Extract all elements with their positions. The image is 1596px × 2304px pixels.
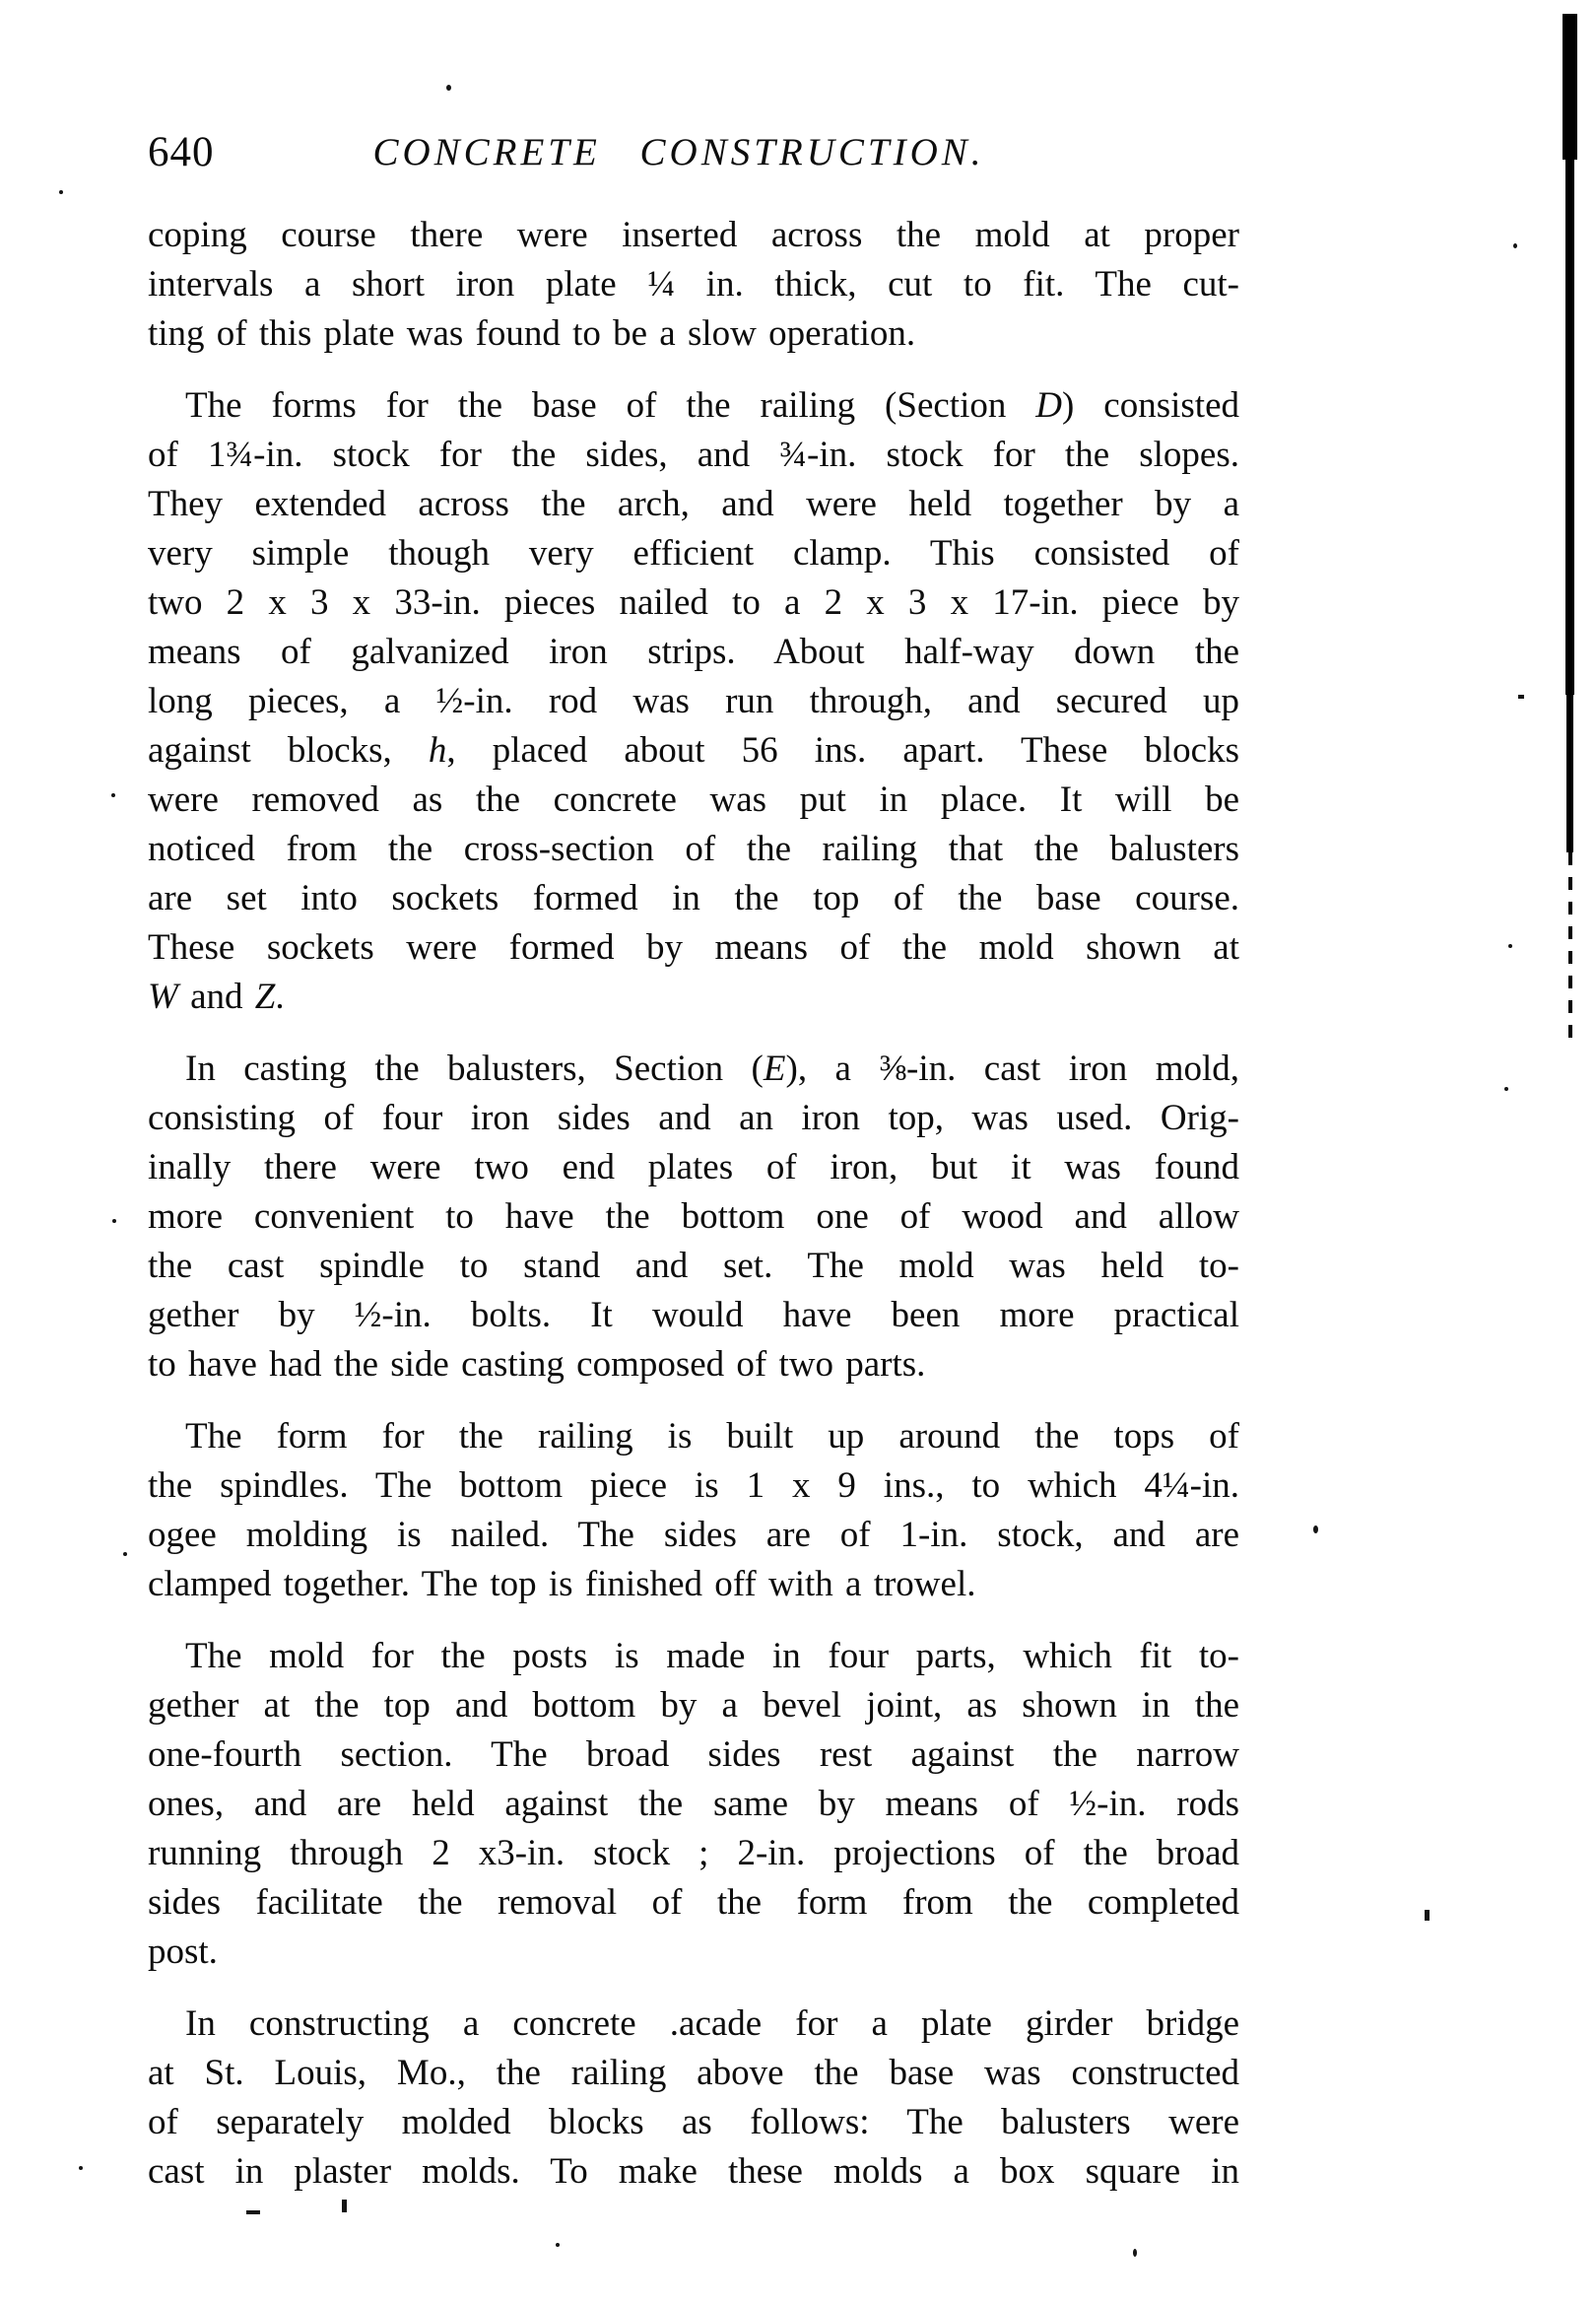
scan-speck	[123, 1552, 127, 1556]
scan-speck	[59, 190, 63, 194]
paragraph	[148, 1999, 1239, 2197]
text-line: of 1¾-in. stock for the sides, and ¾-in. stock for the slopes.	[148, 435, 1239, 475]
text-line: two 2 x 3 x 33-in. pieces nailed to a 2 x 3 x 17-in. piece by	[148, 582, 1239, 623]
scan-speck	[1313, 1525, 1318, 1533]
scan-speck	[1508, 944, 1512, 948]
text-line: cast in plaster molds. To make these molds a box square in	[148, 2151, 1239, 2192]
text-line: inally there were two end plates of iron, but it was found	[148, 1147, 1239, 1187]
text-line: These sockets were formed by means of the mold shown at	[148, 927, 1239, 968]
scan-speck	[79, 2166, 83, 2170]
scan-speck	[1425, 1910, 1430, 1921]
text-line: very simple though very efficient clamp. This consisted of	[148, 533, 1239, 574]
text-line: coping course there were inserted across the mold at proper	[148, 215, 1239, 255]
text-line: against blocks, h, placed about 56 ins. apart. These blocks	[148, 730, 1240, 771]
scan-speck	[446, 85, 451, 91]
text-line: one-fourth section. The broad sides rest against the narrow	[148, 1734, 1239, 1775]
text-line: more convenient to have the bottom one of wood and allow	[148, 1196, 1239, 1237]
page-edge-scan-bar	[1563, 14, 1577, 160]
text-line: gether at the top and bottom by a bevel joint, as shown in the	[148, 1685, 1239, 1726]
text-line: noticed from the cross-section of the railing that the balusters	[148, 829, 1239, 869]
text-line: of separately molded blocks as follows: The balusters were	[148, 2102, 1239, 2142]
text-line: were removed as the concrete was put in place. It will be	[148, 779, 1239, 820]
page-number: 640	[148, 129, 215, 175]
text-line: the cast spindle to stand and set. The mold was held to-	[148, 1246, 1239, 1286]
text-line: W and Z.	[148, 977, 285, 1017]
paragraph	[148, 1412, 1239, 1609]
running-header	[148, 128, 1239, 179]
text-line: long pieces, a ½-in. rod was run through, and secured up	[148, 681, 1239, 721]
scan-speck	[1504, 1087, 1508, 1091]
paragraph	[148, 211, 1239, 359]
text-line: the spindles. The bottom piece is 1 x 9 ins., to which 4¼-in.	[148, 1465, 1239, 1506]
running-title: CONCRETE CONSTRUCTION.	[372, 131, 985, 173]
scan-speck	[1518, 695, 1524, 699]
paragraph	[148, 1632, 1239, 1977]
text-line: running through 2 x3-in. stock ; 2-in. projections of the broad	[148, 1833, 1239, 1873]
text-line: The form for the railing is built up around the tops of	[185, 1416, 1239, 1457]
scan-speck	[112, 1219, 116, 1223]
text-line: gether by ½-in. bolts. It would have been more practical	[148, 1295, 1239, 1335]
text-line: In casting the balusters, Section (E), a ⅜-in. cast iron mold,	[185, 1049, 1240, 1089]
text-line: are set into sockets formed in the top of the base course.	[148, 878, 1239, 918]
text-line: clamped together. The top is finished off with a trowel.	[148, 1564, 976, 1604]
text-line: intervals a short iron plate ¼ in. thick, cut to fit. The cut-	[148, 264, 1239, 305]
text-line: ones, and are held against the same by means of ½-in. rods	[148, 1784, 1239, 1824]
text-line: consisting of four iron sides and an iron top, was used. Orig-	[148, 1098, 1239, 1138]
page-text	[148, 211, 1239, 2197]
paragraph	[148, 1045, 1239, 1389]
scan-speck	[1513, 243, 1517, 248]
text-line: The forms for the base of the railing (Section D) consisted	[185, 385, 1239, 426]
page-edge-scan-bar	[1566, 695, 1573, 852]
text-line: to have had the side casting composed of two parts.	[148, 1344, 926, 1385]
scan-speck	[342, 2200, 347, 2212]
text-line: In constructing a concrete .acade for a plate girder bridge	[185, 2003, 1239, 2044]
scan-speck	[556, 2243, 560, 2247]
text-line: They extended across the arch, and were held together by a	[148, 484, 1239, 524]
text-line: ogee molding is nailed. The sides are of 1-in. stock, and are	[148, 1515, 1239, 1555]
page-edge-scan-bar	[1568, 852, 1572, 1040]
scan-speck	[1133, 2249, 1137, 2257]
text-line: The mold for the posts is made in four parts, which fit to-	[185, 1636, 1239, 1676]
scan-speck	[246, 2210, 260, 2214]
scan-speck	[111, 793, 115, 797]
text-line: post.	[148, 1931, 218, 1972]
text-line: means of galvanized iron strips. About half-way down the	[148, 632, 1239, 672]
text-line: at St. Louis, Mo., the railing above the base was constructed	[148, 2053, 1239, 2093]
paragraph	[148, 381, 1239, 1022]
text-line: sides facilitate the removal of the form from the completed	[148, 1882, 1239, 1923]
text-line: ting of this plate was found to be a slow operation.	[148, 313, 916, 354]
page-edge-scan-bar	[1565, 158, 1574, 695]
